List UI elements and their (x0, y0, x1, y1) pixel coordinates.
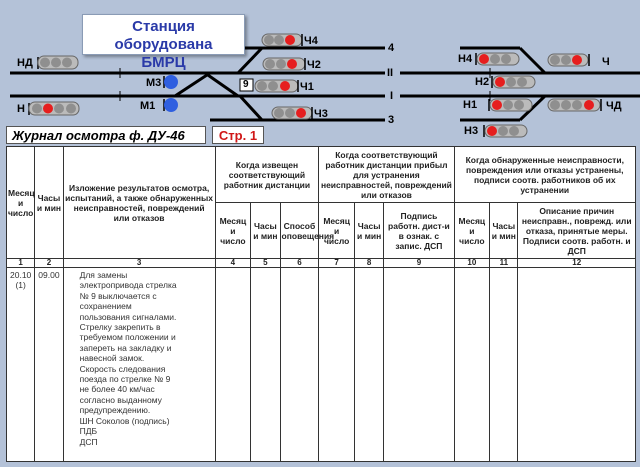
empty-cell (454, 268, 490, 462)
signal-m3 (164, 75, 178, 89)
journal-title: Журнал осмотра ф. ДУ-46 (6, 126, 206, 144)
label-n: Н (17, 103, 25, 115)
entry-line: ДСП (79, 436, 98, 447)
entry-number: (1) (15, 280, 26, 291)
label-m3: М3 (146, 77, 162, 89)
label-nd: НД (17, 57, 33, 69)
entry-line: поезда по стрелке № 9 (79, 374, 171, 385)
header-arrived: Когда соответствующий работник дистанции прибыл для устранения неисправностей, повреждений или отказов (319, 147, 454, 203)
entry-text (63, 268, 215, 462)
label-n1: Н1 (463, 99, 478, 111)
signal-ch1 (255, 80, 298, 92)
entry-line: навесной замок. (79, 353, 145, 364)
col-number: 11 (490, 259, 518, 268)
label-n4: Н4 (458, 53, 473, 65)
entry-line: пользования сигналами. (79, 311, 177, 322)
track-3: 3 (388, 114, 395, 126)
subheader-hours-8: Часы и мин (354, 203, 383, 259)
entry-line: электропривода стрелка (79, 280, 177, 291)
signal-ch4 (262, 34, 302, 46)
col-number: 2 (35, 259, 63, 268)
col-number: 3 (63, 259, 215, 268)
signal-chd (548, 99, 601, 111)
subheader-hours-11: Часы и мин (490, 203, 518, 259)
col-number: 7 (319, 259, 355, 268)
entry-time: 09.00 (35, 268, 63, 462)
entry-date: 20.10 (10, 270, 32, 280)
label-n3: Н3 (464, 125, 479, 137)
empty-cell (384, 268, 454, 462)
track-ii: II (387, 67, 394, 79)
entry-date-cell (7, 268, 35, 462)
empty-cell (518, 268, 636, 462)
entry-line: ПДБ (79, 426, 98, 437)
signal-ch2 (263, 58, 305, 70)
banner-line2: БМРЦ (141, 54, 186, 71)
subheader-reasons-12: Описание причин неисправн., поврежд. или отказа, принятые меры. Подписи соотв. работн. и ДСП (518, 203, 636, 259)
label-m1: М1 (140, 100, 156, 112)
track-i: I (390, 90, 394, 102)
entry-line: предупреждению. (79, 405, 151, 416)
entry-line: Скорость следования (79, 363, 166, 374)
banner-line1: Станция оборудована (114, 18, 213, 53)
entry-line: согласно выданному (79, 394, 162, 405)
label-ch: Ч (602, 56, 610, 68)
label-ch2: Ч2 (307, 59, 321, 71)
label-ch4: Ч4 (304, 35, 318, 47)
subheader-method-6: Способ оповещения (280, 203, 319, 259)
signal-n3 (484, 125, 527, 137)
track-4: 4 (388, 42, 395, 54)
entry-line: ШН Соколов (подпись) (79, 415, 170, 426)
signal-n2 (492, 76, 535, 88)
col-number: 1 (7, 259, 35, 268)
empty-cell (251, 268, 280, 462)
signal-n4 (476, 53, 519, 65)
empty-cell (490, 268, 518, 462)
station-banner (82, 14, 245, 71)
header-description: Изложение результатов осмотра, испытаний, а также обнаруженных неисправностей, повреждений или отказов (63, 147, 215, 259)
subheader-hours-5: Часы и мин (251, 203, 280, 259)
header-notified: Когда извещен соответствующий работник дистанции (215, 147, 319, 203)
entry-line: требуемом положении и (79, 332, 176, 343)
label-n2: Н2 (475, 76, 490, 88)
signal-n (29, 102, 79, 115)
signal-n1 (489, 99, 532, 111)
label-switch-9: 9 (243, 79, 249, 90)
entry-line: Для замены (79, 270, 128, 280)
empty-cell (280, 268, 319, 462)
label-chd: ЧД (606, 100, 622, 112)
page-number: Стр. 1 (212, 126, 264, 144)
signal-ch (548, 54, 589, 66)
entry-line: запереть на закладку и (79, 342, 172, 353)
empty-cell (354, 268, 383, 462)
subheader-month-7: Месяц и число (319, 203, 355, 259)
subheader-month-10: Месяц и число (454, 203, 490, 259)
empty-cell (215, 268, 251, 462)
entry-line: сохранением (79, 301, 132, 312)
header-fixed: Когда обнаруженные неисправности, повреждения или отказы устранены, подписи соотв. работников об их устранении (454, 147, 635, 203)
label-ch3: Ч3 (314, 108, 328, 120)
subheader-month-4: Месяц и число (215, 203, 251, 259)
inspection-log-table (6, 146, 636, 462)
col-number: 6 (280, 259, 319, 268)
signal-m1 (164, 98, 178, 112)
col-number: 10 (454, 259, 490, 268)
col-number: 4 (215, 259, 251, 268)
entry-line: не более 40 км/час (79, 384, 155, 395)
empty-cell (319, 268, 355, 462)
col-number: 9 (384, 259, 454, 268)
signal-ch3 (272, 107, 312, 119)
col-number: 5 (251, 259, 280, 268)
entry-line: Стрелку закрепить в (79, 322, 161, 333)
header-month-day: Месяц и число (7, 147, 35, 259)
label-ch1: Ч1 (300, 81, 314, 93)
entry-line: № 9 выключается с (79, 290, 157, 301)
col-number: 12 (518, 259, 636, 268)
table-row (7, 268, 636, 462)
subheader-signature-9: Подпись работн. дист-и в ознак. с запис. ДСП (384, 203, 454, 259)
header-hours-min: Часы и мин (35, 147, 63, 259)
col-number: 8 (354, 259, 383, 268)
signal-nd (38, 56, 78, 69)
